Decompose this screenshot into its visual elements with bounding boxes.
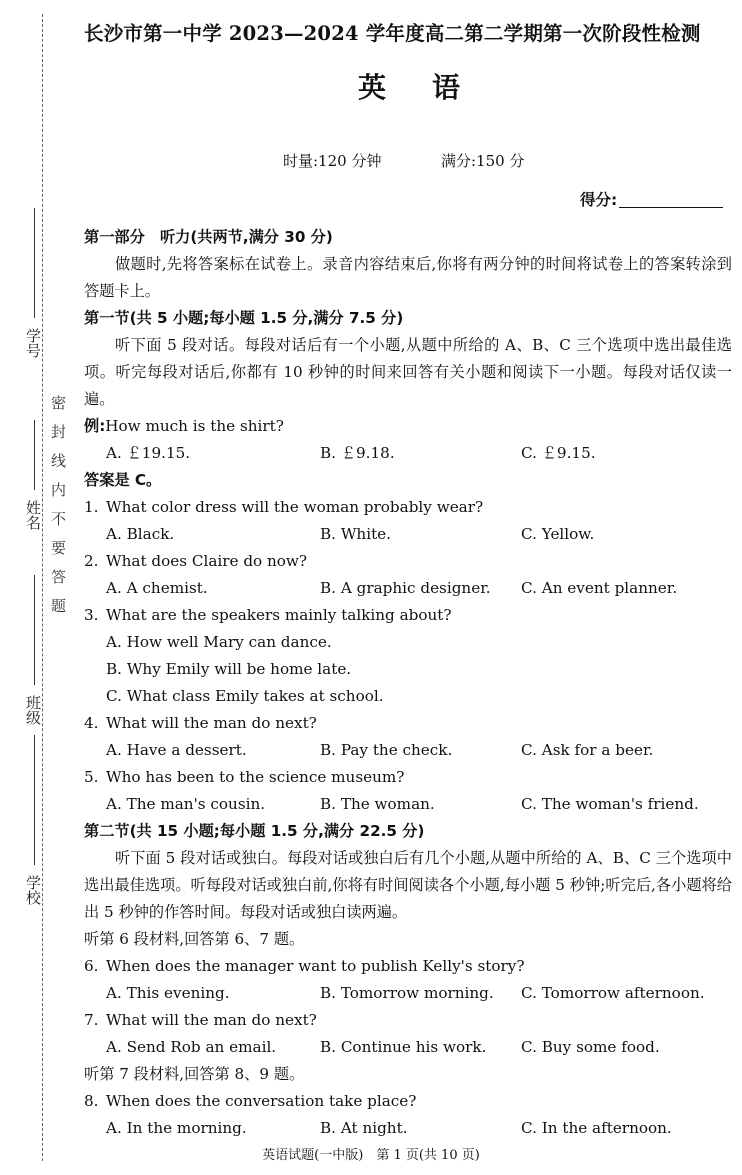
example-answer: 答案是 C。: [84, 471, 162, 489]
option-b: B. Tomorrow morning.: [320, 984, 494, 1002]
option-c: C. The woman's friend.: [521, 795, 699, 813]
option-c: C. In the afternoon.: [521, 1119, 672, 1137]
question-2-options: [84, 575, 732, 602]
question-7-options: [84, 1034, 732, 1061]
question-5: 5. Who has been to the science museum?: [84, 768, 405, 786]
part1-heading: 第一部分 听力(共两节,满分 30 分): [84, 228, 333, 246]
option-a: A. In the morning.: [106, 1119, 247, 1137]
example-question: [84, 413, 732, 440]
example-option-b: B. ￡9.18.: [320, 444, 395, 462]
question-7: 7. What will the man do next?: [84, 1011, 317, 1029]
section1-heading: 第一节(共 5 小题;每小题 1.5 分,满分 7.5 分): [84, 309, 404, 327]
option-c: C. Ask for a beer.: [521, 741, 654, 759]
question-5-options: [84, 791, 732, 818]
option-b: B. The woman.: [320, 795, 435, 813]
option-a: A. This evening.: [106, 984, 230, 1002]
question-1: 1. What color dress will the woman probably wear?: [84, 498, 484, 516]
part1-intro: 做题时,先将答案标在试卷上。录音内容结束后,你将有两分钟的时间将试卷上的答案转涂到答题卡上。: [84, 255, 732, 300]
exam-content: [84, 224, 732, 1142]
page-footer: 英语试题(一中版) 第 1 页(共 10 页): [262, 1148, 480, 1163]
number-blank: [34, 208, 35, 318]
example-question-text: How much is the shirt?: [105, 417, 284, 435]
class-label: 班级: [24, 695, 42, 725]
option-c: C. Yellow.: [521, 525, 595, 543]
option-a: A. Send Rob an email.: [106, 1038, 277, 1056]
seal-notice: 密封线内不要答题: [49, 395, 67, 627]
score-field: [580, 188, 723, 210]
section1-intro: 听下面 5 段对话。每段对话后有一个小题,从题中所给的 A、B、C 三个选项中选出最佳选项。听完每段对话后,你都有 10 秒钟的时间来回答有关小题和阅读下一小题。每段对话仅读一遍。: [84, 336, 732, 408]
question-4-options: [84, 737, 732, 764]
school-label: 学校: [24, 875, 42, 905]
class-blank: [34, 575, 35, 685]
question-8: 8. When does the conversation take place?: [84, 1092, 417, 1110]
exam-full-score: 满分:150 分: [441, 152, 525, 170]
question-2: 2. What does Claire do now?: [84, 552, 308, 570]
option-a: A. The man's cousin.: [106, 795, 266, 813]
material-6-instruction: 听第 6 段材料,回答第 6、7 题。: [84, 930, 305, 948]
name-blank: [34, 420, 35, 490]
exam-title: 长沙市第一中学 2023—2024 学年度高二第二学期第一次阶段性检测: [84, 22, 701, 45]
question-3: 3. What are the speakers mainly talking about?: [84, 606, 452, 624]
number-label: 学号: [24, 328, 42, 358]
example-option-c: C. ￡9.15.: [521, 444, 596, 462]
option-a: A. Black.: [106, 525, 175, 543]
question-6: 6. When does the manager want to publish Kelly's story?: [84, 957, 525, 975]
score-label: 得分:: [580, 191, 618, 209]
question-1-options: [84, 521, 732, 548]
option-b: B. A graphic designer.: [320, 579, 491, 597]
section2-intro: 听下面 5 段对话或独白。每段对话或独白后有几个小题,从题中所给的 A、B、C 三个选项中选出最佳选项。听每段对话或独白前,你将有时间阅读各个小题,每小题 5 秒钟;听完后,各小题将给出 5 秒钟的作答时间。每段对话或独白读两遍。: [84, 849, 732, 921]
option-a: A. How well Mary can dance.: [106, 633, 332, 651]
option-c: C. Tomorrow afternoon.: [521, 984, 705, 1002]
question-6-options: [84, 980, 732, 1007]
score-blank: [619, 191, 723, 208]
option-a: A. A chemist.: [106, 579, 208, 597]
option-a: A. Have a dessert.: [106, 741, 247, 759]
option-b: B. Continue his work.: [320, 1038, 487, 1056]
option-c: C. An event planner.: [521, 579, 678, 597]
section2-heading: 第二节(共 15 小题;每小题 1.5 分,满分 22.5 分): [84, 822, 425, 840]
option-b: B. At night.: [320, 1119, 408, 1137]
school-blank: [34, 735, 35, 865]
question-4: 4. What will the man do next?: [84, 714, 317, 732]
example-label: 例:: [84, 417, 106, 435]
example-option-a: A. ￡19.15.: [106, 444, 191, 462]
material-7-instruction: 听第 7 段材料,回答第 8、9 题。: [84, 1065, 305, 1083]
exam-time: 时量:120 分钟: [283, 152, 382, 170]
name-label: 姓名: [24, 500, 42, 530]
option-c: C. What class Emily takes at school.: [106, 687, 384, 705]
option-b: B. Pay the check.: [320, 741, 453, 759]
option-c: C. Buy some food.: [521, 1038, 660, 1056]
question-8-options: [84, 1115, 732, 1142]
example-options: [84, 440, 732, 467]
option-b: B. Why Emily will be home late.: [106, 660, 352, 678]
option-b: B. White.: [320, 525, 391, 543]
subject-title: 英语: [357, 71, 506, 104]
